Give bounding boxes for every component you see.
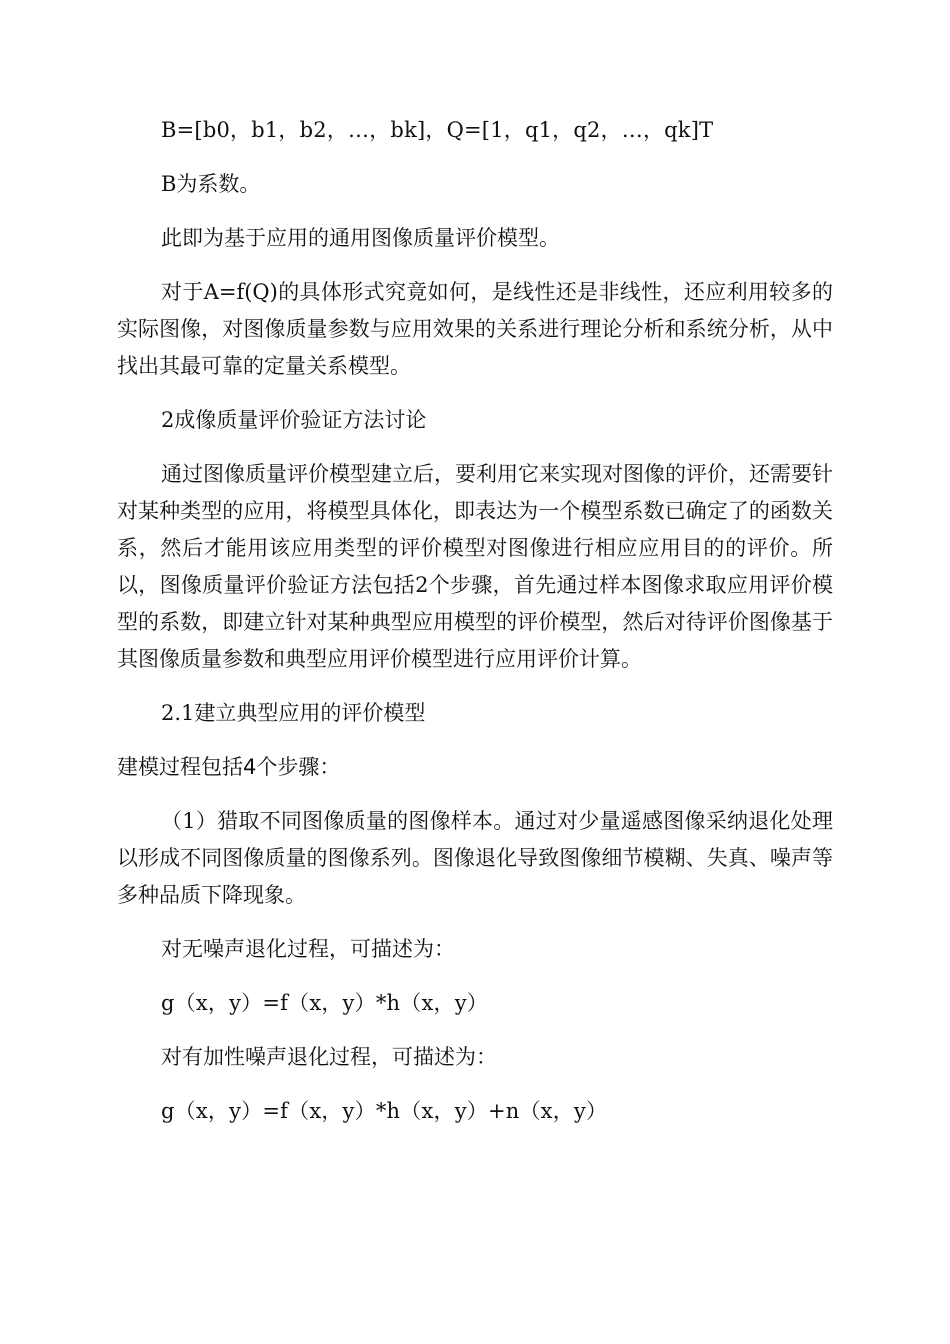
section-heading-2: 2成像质量评价验证方法讨论 xyxy=(161,408,427,432)
formula-additive-noise: g（x，y）=f（x，y）*h（x，y）+n（x，y） xyxy=(161,1099,608,1123)
additive-noise-intro: 对有加性噪声退化过程，可描述为： xyxy=(161,1045,497,1069)
document-body xyxy=(117,112,833,1147)
paragraph-validation-method: 通过图像质量评价模型建立后，要利用它来实现对图像的评价，还需要针对某种类型的应用，将模型具体化，即表达为一个模型系数已确定了的函数关系，然后才能用该应用类型的评价模型对图像进行相应应用目的的评价。所以，图像质量评价验证方法包括2个步骤，首先通过样本图像求取应用评价模型的系数，即建立针对某种典型应用模型的评价模型，然后对待评价图像基于其图像质量参数和典型应用评价模型进行应用评价计算。 xyxy=(117,462,833,671)
modeling-steps-intro: 建模过程包括4个步骤： xyxy=(117,755,341,779)
formula-noise-free: g（x，y）=f（x，y）*h（x，y） xyxy=(161,991,488,1015)
coefficient-note: B为系数。 xyxy=(161,172,261,196)
paragraph-model-form: 对于A=f(Q)的具体形式究竟如何，是线性还是非线性，还应利用较多的实际图像，对图像质量参数与应用效果的关系进行理论分析和系统分析，从中找出其最可靠的定量关系模型。 xyxy=(117,280,833,378)
noise-free-intro: 对无噪声退化过程，可描述为： xyxy=(161,937,455,961)
formula-vectors: B=[b0，b1，b2，…，bk]，Q=[1，q1，q2，…，qk]T xyxy=(161,118,714,142)
subsection-heading-2-1: 2.1建立典型应用的评价模型 xyxy=(161,701,426,725)
model-summary: 此即为基于应用的通用图像质量评价模型。 xyxy=(161,226,560,250)
step-1-paragraph: （1）猎取不同图像质量的图像样本。通过对少量遥感图像采纳退化处理以形成不同图像质量的图像系列。图像退化导致图像细节模糊、失真、噪声等多种品质下降现象。 xyxy=(117,809,833,907)
